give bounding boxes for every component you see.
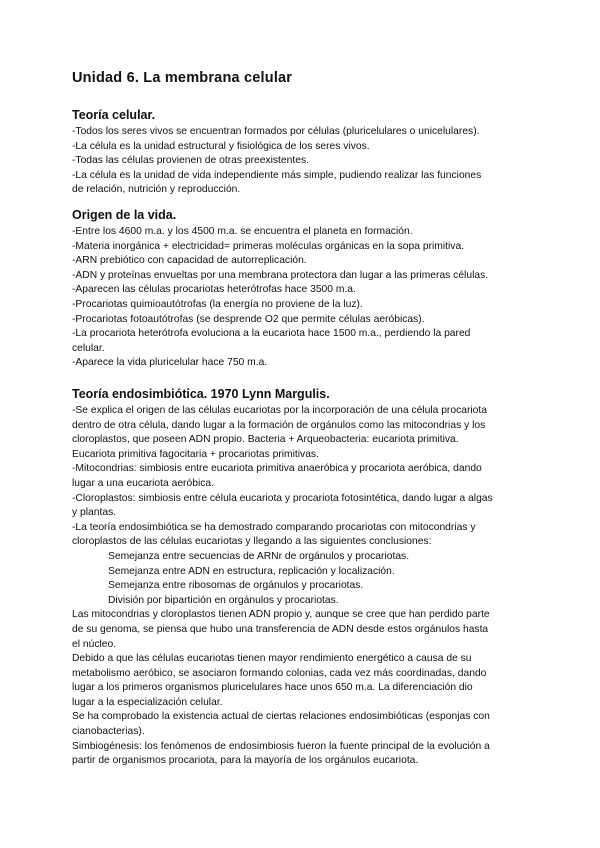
conclusion-item: División por bipartición en orgánulos y procariotas. [108,594,339,606]
text-line: -La célula es la unidad de vida independiente más simple, pudiendo realizar las funciones [72,169,482,181]
text-line: -ADN y proteínas envueltas por una membrana protectora dan lugar a las primeras células. [72,269,489,281]
conclusion-item: Semejanza entre secuencias de ARNr de orgánulos y procariotas. [108,550,410,562]
text-line: cloroplastos de las células eucariotas y llegando a las siguientes conclusiones: [72,536,432,548]
text-line: de relación, nutrición y reproducción. [72,184,241,196]
text-line: lugar a una eucariota aeróbica. [72,477,214,489]
text-line: dentro de otra célula, dando lugar a la formación de orgánulos como las mitocondrias y los [72,419,486,431]
text-line: -Todos los seres vivos se encuentran formados por células (pluricelulares o unicelulares). [72,126,480,137]
text-line: -Cloroplastos: simbiosis entre célula eucariota y procariota fotosintética, dando lugar a algas [72,492,493,504]
text-line: lugar a la especialización celular. [72,696,223,708]
section-origen-vida [72,208,534,371]
text-line: -Materia inorgánica + electricidad= primeras moléculas orgánicas en la sopa primitiva. [72,240,465,252]
text-line: Simbiogénesis: los fenómenos de endosimbiosis fueron la fuente principal de la evolución a [72,740,490,752]
text-line: cloroplastos, que poseen ADN propio. Bacteria + Arqueobacteria: eucariota primitiva. [72,434,459,446]
text-line: Las mitocondrias y cloroplastos tienen ADN propio y, aunque se cree que han perdido parte [72,609,490,621]
text-line: Debido a que las células eucariotas tienen mayor rendimiento energético a causa de su [72,653,472,665]
text-line: de su genoma, se piensa que hubo una transferencia de ADN desde estos orgánulos hasta [72,623,489,635]
text-line: celular. [72,342,105,354]
section-teoria-celular [72,108,534,198]
text-line: -La teoría endosimbiótica se ha demostrado comparando procariotas con mitocondrias y [72,521,476,533]
text-line: -Procariotas fotoautótrofas (se desprende O2 que permite células aeróbicas). [72,313,425,325]
text-line: lugar a los primeros organismos pluricelulares hace unos 650 m.a. La diferenciación dio [72,682,473,694]
text-line: el núcleo. [72,638,117,650]
text-line: y plantas. [72,507,117,519]
section-heading: Teoría celular. [72,108,156,122]
text-line: Eucariota primitiva fagocitaria + procariotas primitivas. [72,448,319,460]
section-teoria-endosimbiotica [72,387,534,769]
text-line: -Mitocondrias: simbiosis entre eucariota primitiva anaeróbica y procariota aeróbica, dando [72,463,482,475]
text-line: -La célula es la unidad estructural y fisiológica de los seres vivos. [72,140,370,152]
text-line: -La procariota heterótrofa evoluciona a la eucariota hace 1500 m.a., perdiendo la pared [72,328,471,340]
text-line: -Se explica el origen de las células eucariotas por la incorporación de una célula procariota [72,405,487,416]
section-heading: Teoría endosimbiótica. 1970 Lynn Margulis. [72,387,330,401]
conclusion-item: Semejanza entre ribosomas de orgánulos y procariotas. [108,580,364,592]
text-line: -Aparecen las células procariotas heterótrofas hace 3500 m.a. [72,284,356,296]
text-line: metabolismo aeróbico, se asociaron formando colonias, cada vez más coordinadas, dando [72,667,487,679]
text-line: partir de organismos procariota, para la mayoría de los orgánulos eucariota. [72,755,419,767]
text-line: -Aparece la vida pluricelular hace 750 m.a. [72,357,268,369]
text-line: Se ha comprobado la existencia actual de ciertas relaciones endosimbióticas (esponjas con [72,711,490,723]
text-line: -Entre los 4600 m.a. y los 4500 m.a. se encuentra el planeta en formación. [72,226,413,237]
text-line: -Procariotas quimioautótrofas (la energía no proviene de la luz). [72,298,363,310]
text-line: cianobacterias). [72,726,145,738]
section-heading: Origen de la vida. [72,208,177,222]
text-line: -Todas las células provienen de otras preexistentes. [72,155,309,167]
conclusion-item: Semejanza entre ADN en estructura, replicación y localización. [108,565,395,577]
page-title: Unidad 6. La membrana celular [72,70,293,86]
text-line: -ARN prebiótico con capacidad de autorreplicación. [72,255,307,267]
